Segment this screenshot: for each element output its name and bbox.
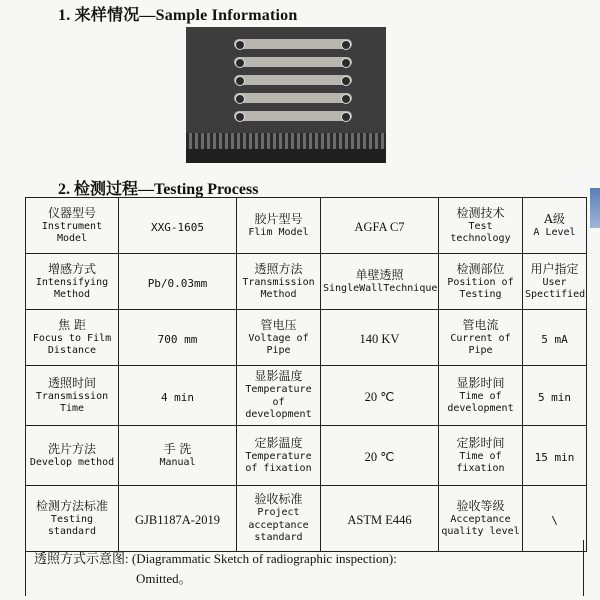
page-edge-tab xyxy=(590,188,600,228)
cell-value: 5 min xyxy=(537,390,572,404)
table-row xyxy=(26,310,587,366)
cell-label-en: Current of Pipe xyxy=(450,332,511,356)
table-cell xyxy=(119,198,237,254)
cell-label-zh: 洗片方法 xyxy=(47,441,96,456)
table-cell xyxy=(439,198,523,254)
cell-value: ASTM E446 xyxy=(347,512,412,527)
cell-value: GJB1187A-2019 xyxy=(135,512,220,527)
table-row xyxy=(26,254,587,310)
cell-label-en: Intensifying Method xyxy=(35,276,109,300)
table-cell xyxy=(119,366,237,426)
cell-label-zh: 管电流 xyxy=(462,317,499,332)
cell-label-en: Test technology xyxy=(450,220,511,244)
cell-label-en: Instrument Model xyxy=(41,220,103,244)
cell-value: 20 ℃ xyxy=(364,389,395,404)
table-cell xyxy=(119,426,237,486)
cell-label-en: Testing standard xyxy=(47,513,97,537)
cell-label-en: Project acceptance standard xyxy=(248,507,309,544)
cell-label-en: Temperature of development xyxy=(245,384,312,421)
table-row xyxy=(26,426,587,486)
table-cell xyxy=(321,426,439,486)
cell-label-zh: 显影时间 xyxy=(456,375,505,390)
table-cell xyxy=(439,254,523,310)
sample-bar-3 xyxy=(234,75,352,85)
cell-value: \ xyxy=(551,513,558,527)
cell-value: 5 mA xyxy=(541,332,568,346)
cell-value: XXG-1605 xyxy=(151,220,204,234)
cell-label-en: User Spectified xyxy=(525,276,586,300)
cell-label-zh: 管电压 xyxy=(260,317,297,332)
table-cell xyxy=(237,310,321,366)
table-cell xyxy=(26,310,119,366)
table-cell xyxy=(439,426,523,486)
sample-bar-5 xyxy=(234,111,352,121)
table-cell xyxy=(26,426,119,486)
cell-label-zh: 定影时间 xyxy=(456,435,505,450)
sample-photo xyxy=(186,27,386,163)
cell-label-en: Flim Model xyxy=(248,226,309,238)
sketch-note-value: Omitted。 xyxy=(136,571,192,586)
sketch-note xyxy=(25,540,584,596)
film-base-strip xyxy=(186,149,386,163)
table-cell xyxy=(523,426,587,486)
cell-label-zh: 手 洗 xyxy=(163,441,192,456)
cell-label-en: Develop method xyxy=(29,456,115,468)
cell-label-zh: 仪器型号 xyxy=(47,205,96,220)
table-cell xyxy=(237,198,321,254)
table-cell xyxy=(119,310,237,366)
table-cell xyxy=(26,198,119,254)
table-cell xyxy=(119,254,237,310)
cell-label-en: SingleWallTechnique xyxy=(323,282,438,294)
table-cell xyxy=(237,426,321,486)
table-cell xyxy=(523,366,587,426)
table-cell xyxy=(237,254,321,310)
table-cell xyxy=(523,310,587,366)
cell-label-en: Temperature of fixation xyxy=(245,450,312,474)
table-cell xyxy=(439,366,523,426)
cell-label-en: Focus to Film Distance xyxy=(32,332,112,356)
sample-bar-1 xyxy=(234,39,352,49)
table-cell xyxy=(26,254,119,310)
section-1-title: 1. 来样情况—Sample Information xyxy=(58,7,298,24)
table-cell xyxy=(321,254,439,310)
sample-bar-4 xyxy=(234,93,352,103)
cell-value: Pb/0.03mm xyxy=(147,276,208,290)
cell-label-en: A Level xyxy=(533,226,576,238)
cell-value: 140 KV xyxy=(359,331,400,346)
cell-label-zh: 检测部位 xyxy=(456,261,505,276)
cell-label-en: Voltage of Pipe xyxy=(248,332,309,356)
table-cell xyxy=(26,366,119,426)
cell-label-zh: 透照时间 xyxy=(47,375,96,390)
cell-value: 4 min xyxy=(160,390,195,404)
cell-label-en: Position of Testing xyxy=(447,276,514,300)
cell-label-zh: 胶片型号 xyxy=(254,211,303,226)
cell-label-zh: 验收等级 xyxy=(456,498,505,513)
table-cell xyxy=(237,366,321,426)
table-cell xyxy=(523,198,587,254)
cell-label-zh: 用户指定 xyxy=(530,261,579,276)
table-cell xyxy=(321,366,439,426)
cell-label-zh: 焦 距 xyxy=(58,317,86,332)
cell-label-en: Time of development xyxy=(447,390,514,414)
table-cell xyxy=(321,198,439,254)
section-2-title: 2. 检测过程—Testing Process xyxy=(58,181,259,198)
table-cell xyxy=(321,310,439,366)
table-cell xyxy=(439,310,523,366)
cell-value: AGFA C7 xyxy=(354,219,405,234)
cell-label-zh: 增感方式 xyxy=(47,261,96,276)
cell-label-zh: 单壁透照 xyxy=(355,267,404,282)
table-row xyxy=(26,366,587,426)
cell-label-en: Time of fixation xyxy=(456,450,505,474)
cell-label-en: Acceptance quality level xyxy=(441,513,520,537)
cell-value: 20 ℃ xyxy=(364,449,395,464)
table-row xyxy=(26,198,587,254)
cell-label-en: Transmission Method xyxy=(242,276,315,300)
testing-process-table xyxy=(25,197,587,552)
cell-label-en: Transmission Time xyxy=(35,390,109,414)
sketch-note-label: 透照方式示意图: (Diagrammatic Sketch of radiographic inspection): xyxy=(34,551,397,566)
cell-label-zh: A级 xyxy=(544,211,565,226)
cell-label-zh: 透照方法 xyxy=(254,261,303,276)
cell-label-zh: 定影温度 xyxy=(254,435,303,450)
sample-bar-2 xyxy=(234,57,352,67)
cell-label-zh: 验收标准 xyxy=(254,492,303,507)
cell-value: 700 mm xyxy=(157,332,198,346)
cell-label-en: Manual xyxy=(159,456,196,468)
cell-value: 15 min xyxy=(534,450,575,464)
cell-label-zh: 检测技术 xyxy=(456,205,505,220)
cell-label-zh: 显影温度 xyxy=(254,369,303,384)
cell-label-zh: 检测方法标准 xyxy=(35,498,108,513)
table-cell xyxy=(523,254,587,310)
